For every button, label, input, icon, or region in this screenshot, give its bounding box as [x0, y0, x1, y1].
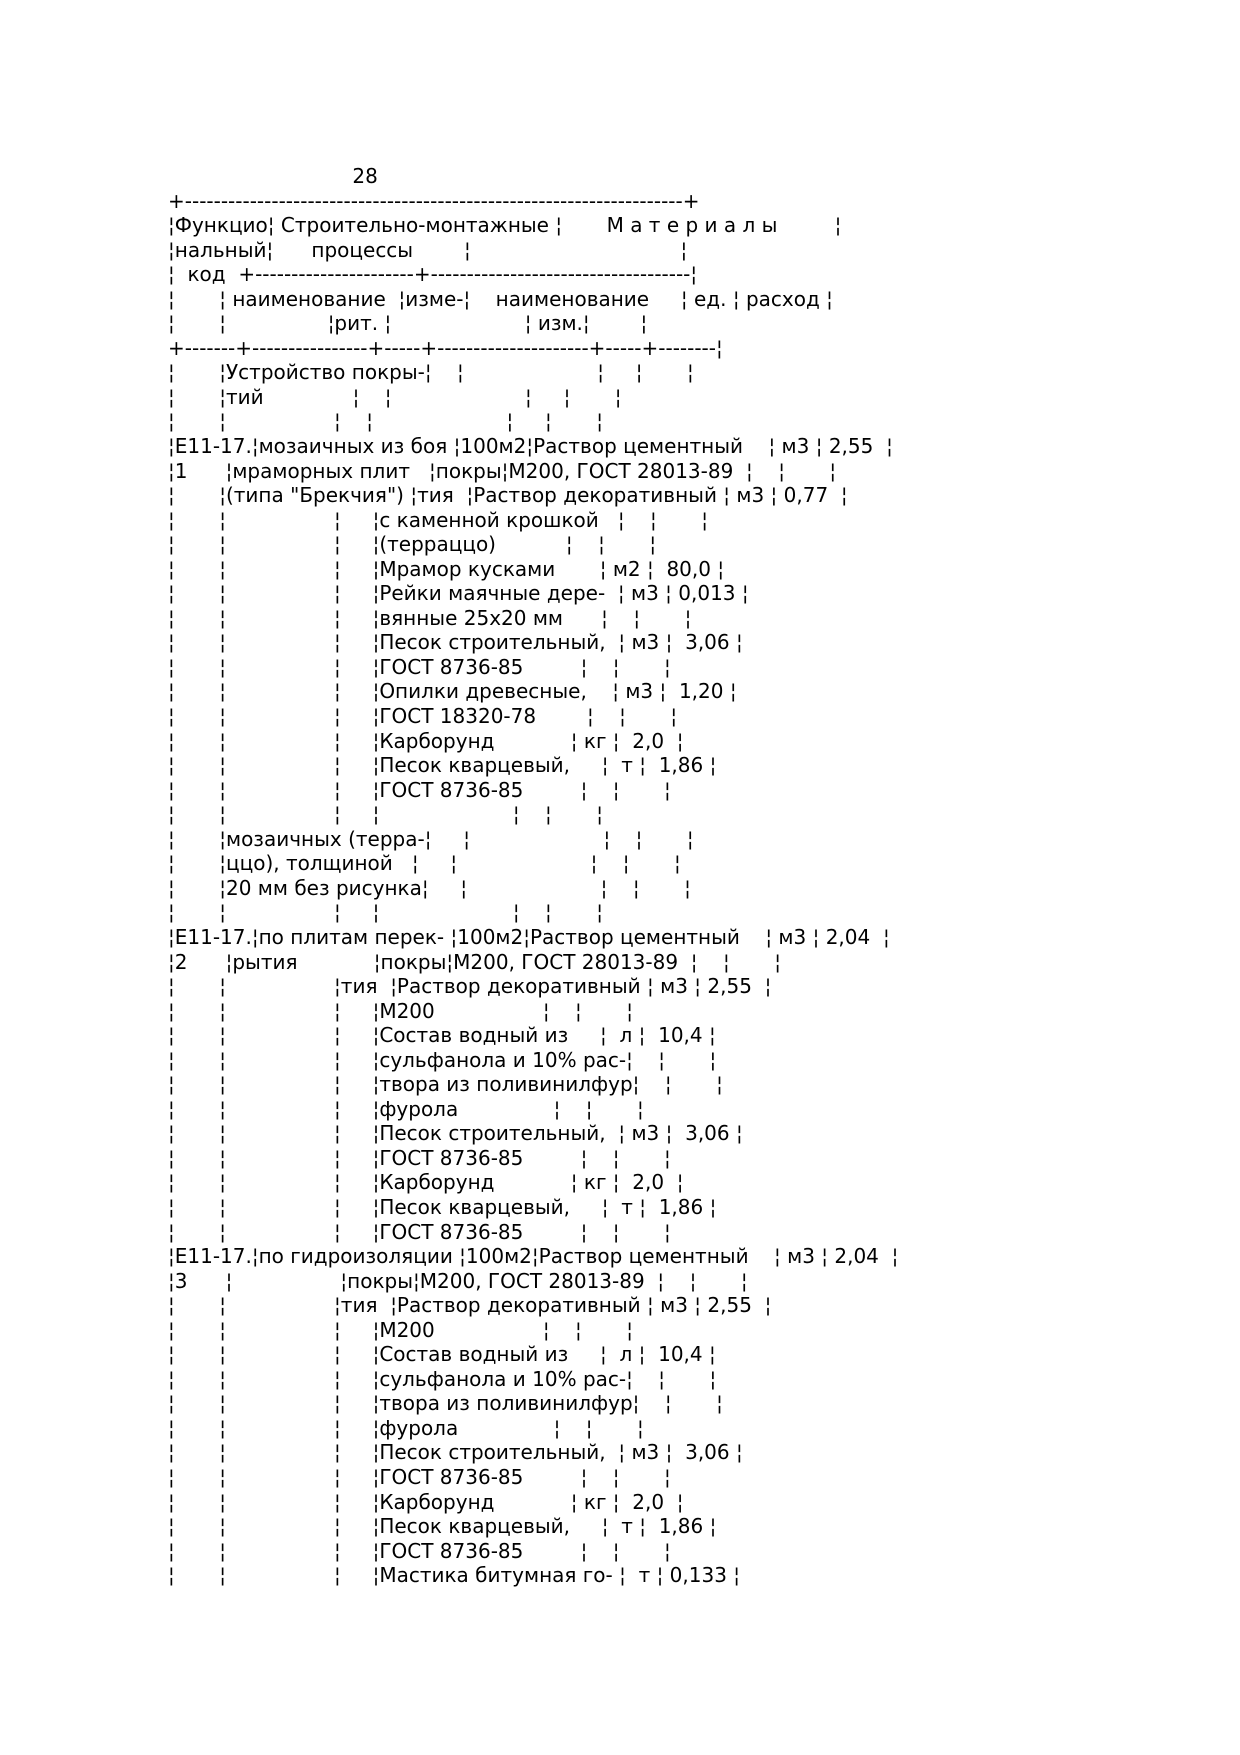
text-line: ¦ ¦ ¦ ¦сульфанола и 10% рас-¦ ¦ ¦ — [168, 1047, 717, 1072]
text-line: ¦Е11-17.¦мозаичных из боя ¦100м2¦Раствор цементный ¦ м3 ¦ 2,55 ¦ — [168, 434, 893, 459]
text-line: ¦ ¦ ¦ ¦Песок строительный, ¦ м3 ¦ 3,06 ¦ — [168, 630, 743, 655]
text-line: ¦ ¦ ¦ ¦Опилки древесные, ¦ м3 ¦ 1,20 ¦ — [168, 679, 737, 704]
text-line: ¦ ¦ ¦ ¦вянные 25х20 мм ¦ ¦ ¦ — [168, 605, 692, 630]
text-line: ¦ ¦ наименование ¦изме-¦ наименование ¦ ед. ¦ расход ¦ — [168, 286, 833, 311]
text-line: ¦ ¦ ¦тия ¦Раствор декоративный ¦ м3 ¦ 2,55 ¦ — [168, 1293, 772, 1318]
document-text-block — [168, 164, 898, 1588]
text-line: ¦ ¦ ¦тия ¦Раствор декоративный ¦ м3 ¦ 2,55 ¦ — [168, 974, 772, 999]
text-line: ¦Е11-17.¦по гидроизоляции ¦100м2¦Раствор цементный ¦ м3 ¦ 2,04 ¦ — [168, 1244, 899, 1269]
text-line: ¦3 ¦ ¦покры¦М200, ГОСТ 28013-89 ¦ ¦ ¦ — [168, 1268, 748, 1293]
text-line: ¦ ¦ ¦ ¦Мрамор кусками ¦ м2 ¦ 80,0 ¦ — [168, 556, 725, 581]
text-line: ¦ ¦ ¦ ¦Песок кварцевый, ¦ т ¦ 1,86 ¦ — [168, 1194, 717, 1219]
text-line: ¦ ¦ ¦ ¦твора из поливинилфур¦ ¦ ¦ — [168, 1391, 723, 1416]
text-line: ¦ ¦ ¦ ¦Состав водный из ¦ л ¦ 10,4 ¦ — [168, 1023, 716, 1048]
text-line: ¦ ¦ ¦ ¦Карборунд ¦ кг ¦ 2,0 ¦ — [168, 1170, 684, 1195]
text-line: ¦ код +----------------------+------------------------------------¦ — [168, 262, 698, 287]
text-line: ¦ ¦ ¦ ¦(терраццо) ¦ ¦ ¦ — [168, 532, 657, 557]
text-line: ¦ ¦ ¦ ¦Песок строительный, ¦ м3 ¦ 3,06 ¦ — [168, 1121, 743, 1146]
text-line: +-------+----------------+-----+---------------------+-----+--------¦ — [168, 335, 723, 360]
text-line: ¦ ¦ ¦ ¦ГОСТ 8736-85 ¦ ¦ ¦ — [168, 654, 671, 679]
text-line: ¦ ¦ ¦ ¦ГОСТ 8736-85 ¦ ¦ ¦ — [168, 1219, 671, 1244]
text-line: ¦ ¦ ¦ ¦Песок строительный, ¦ м3 ¦ 3,06 ¦ — [168, 1440, 743, 1465]
text-line: ¦ ¦ ¦ ¦Песок кварцевый, ¦ т ¦ 1,86 ¦ — [168, 753, 717, 778]
text-line: ¦ ¦ ¦ ¦с каменной крошкой ¦ ¦ ¦ — [168, 507, 708, 532]
text-line: ¦ ¦мозаичных (терра-¦ ¦ ¦ ¦ ¦ — [168, 826, 694, 851]
text-line: ¦ ¦ ¦ ¦Мастика битумная го- ¦ т ¦ 0,133 ¦ — [168, 1563, 741, 1588]
text-line: ¦ ¦ ¦ ¦М200 ¦ ¦ ¦ — [168, 998, 633, 1023]
text-line: ¦ ¦(типа "Брекчия") ¦тия ¦Раствор декоративный ¦ м3 ¦ 0,77 ¦ — [168, 483, 848, 508]
text-line: ¦ ¦ ¦ ¦Карборунд ¦ кг ¦ 2,0 ¦ — [168, 728, 684, 753]
text-line: ¦ ¦ ¦ ¦ГОСТ 8736-85 ¦ ¦ ¦ — [168, 777, 671, 802]
text-line: +---------------------------------------------------------------------+ — [168, 188, 700, 213]
text-line: ¦ ¦ ¦ ¦М200 ¦ ¦ ¦ — [168, 1317, 633, 1342]
text-line: ¦ ¦ ¦ ¦сульфанола и 10% рас-¦ ¦ ¦ — [168, 1366, 717, 1391]
text-line: ¦ ¦ ¦ ¦ ¦ ¦ ¦ — [168, 802, 603, 827]
text-line: ¦ ¦20 мм без рисунка¦ ¦ ¦ ¦ ¦ — [168, 875, 691, 900]
text-line: ¦ ¦ ¦ ¦фурола ¦ ¦ ¦ — [168, 1415, 644, 1440]
text-line: ¦ ¦ ¦ ¦ГОСТ 8736-85 ¦ ¦ ¦ — [168, 1145, 671, 1170]
text-line: ¦ ¦ ¦ ¦ГОСТ 8736-85 ¦ ¦ ¦ — [168, 1538, 671, 1563]
text-line: ¦ ¦ ¦ ¦ ¦ ¦ ¦ — [168, 409, 603, 434]
text-line: ¦ ¦тий ¦ ¦ ¦ ¦ ¦ — [168, 384, 622, 409]
text-line: ¦1 ¦мраморных плит ¦покры¦М200, ГОСТ 28013-89 ¦ ¦ ¦ — [168, 458, 837, 483]
text-line: ¦ ¦ ¦ ¦Состав водный из ¦ л ¦ 10,4 ¦ — [168, 1342, 716, 1367]
text-line: ¦ ¦ ¦рит. ¦ ¦ изм.¦ ¦ — [168, 311, 648, 336]
text-line: ¦нальный¦ процессы ¦ ¦ — [168, 237, 688, 262]
text-line: ¦ ¦ццо), толщиной ¦ ¦ ¦ ¦ ¦ — [168, 851, 681, 876]
text-line: ¦ ¦ ¦ ¦твора из поливинилфур¦ ¦ ¦ — [168, 1072, 723, 1097]
text-line: ¦ ¦ ¦ ¦ ¦ ¦ ¦ — [168, 900, 603, 925]
text-line: ¦2 ¦рытия ¦покры¦М200, ГОСТ 28013-89 ¦ ¦ ¦ — [168, 949, 781, 974]
text-line: ¦Функцио¦ Строительно-монтажные ¦ М а т е р и а л ы ¦ — [168, 213, 842, 238]
text-line: ¦ ¦Устройство покры-¦ ¦ ¦ ¦ ¦ — [168, 360, 694, 385]
text-line: ¦ ¦ ¦ ¦фурола ¦ ¦ ¦ — [168, 1096, 644, 1121]
text-line: ¦ ¦ ¦ ¦ГОСТ 8736-85 ¦ ¦ ¦ — [168, 1464, 671, 1489]
page-number-line: 28 — [168, 164, 378, 188]
text-line: ¦ ¦ ¦ ¦ГОСТ 18320-78 ¦ ¦ ¦ — [168, 704, 678, 729]
text-line: ¦Е11-17.¦по плитам перек- ¦100м2¦Раствор цементный ¦ м3 ¦ 2,04 ¦ — [168, 924, 890, 949]
text-line: ¦ ¦ ¦ ¦Песок кварцевый, ¦ т ¦ 1,86 ¦ — [168, 1514, 717, 1539]
text-line: ¦ ¦ ¦ ¦Карборунд ¦ кг ¦ 2,0 ¦ — [168, 1489, 684, 1514]
text-line: ¦ ¦ ¦ ¦Рейки маячные дере- ¦ м3 ¦ 0,013 ¦ — [168, 581, 749, 606]
